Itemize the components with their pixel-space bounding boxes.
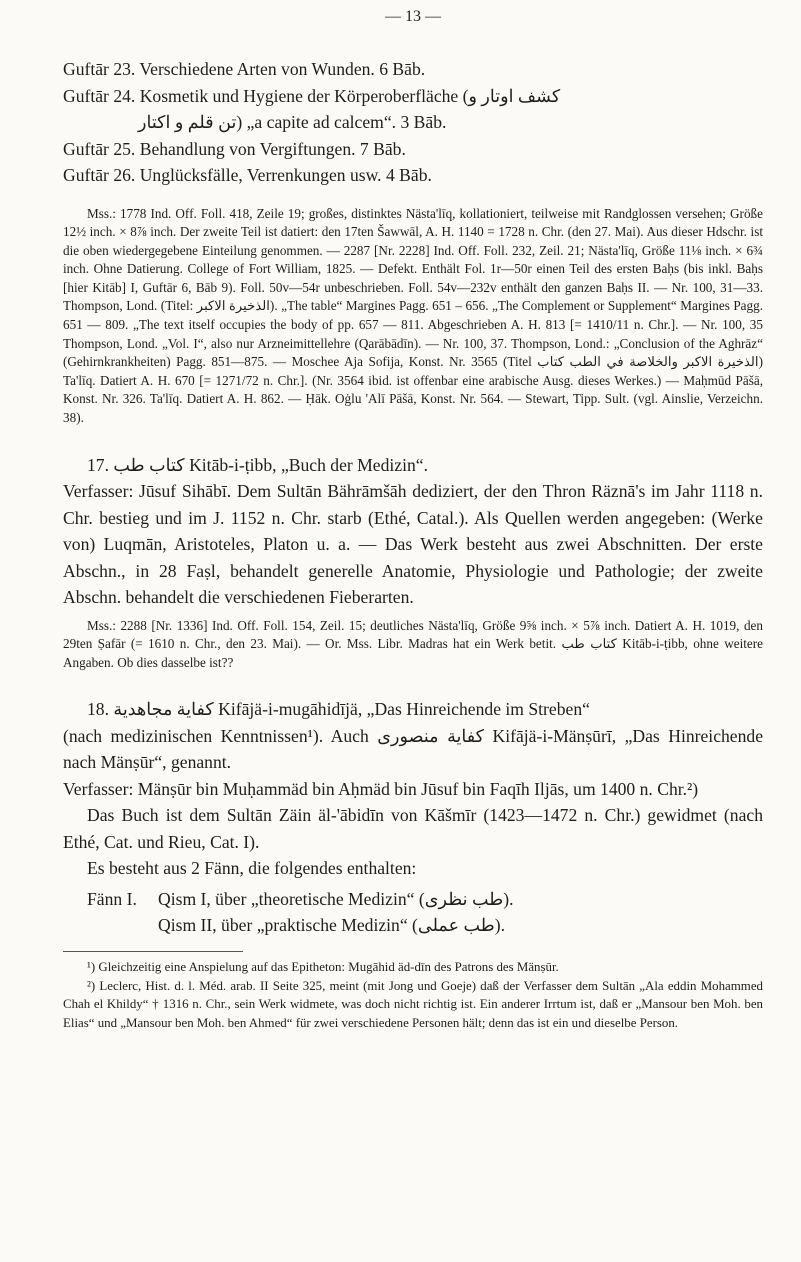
guftar-25: Guftār 25. Behandlung von Vergiftungen. 7 Bāb. — [63, 138, 406, 159]
fann-1-qism-1: Qism I, über „theoretische Medizin“ (طب نظرى). — [158, 888, 514, 909]
footnote-2: ²) Leclerc, Hist. d. l. Méd. arab. II Seite 325, meint (mit Jong und Goeje) daß der Verfasser dem Sultān „Ala eddin Mohammed Chah el Khildy“ † 1316 n. Chr., sein Werk widmete, was doch nicht richtig ist. Ein anderer Irrtum ist, daß er „Mansour ben Moh. ben Elias“ und „Mansour ben Moh. ben Ahmed“ für zwei verschiedene Personen hält; denn das ist ein und dieselbe Person. — [63, 978, 763, 1030]
guftar-24-cont: تن قلم و اکتار) „a capite ad calcem“. 3 Bāb. — [138, 112, 447, 132]
entry-17-heading: 17. كتاب طب Kitāb-i-ṭibb, „Buch der Medizin“. — [87, 454, 428, 475]
guftar-26: Guftār 26. Unglücksfälle, Verrenkungen usw. 4 Bāb. — [63, 165, 432, 185]
guftar-24: Guftār 24. Kosmetik und Hygiene der Körperoberfläche (کشف اوتار و — [63, 85, 561, 106]
entry-18-structure: Es besteht aus 2 Fänn, die folgendes enthalten: — [87, 858, 417, 879]
entry-18-author: Verfasser: Mänṣūr bin Muḥammäd bin Aḥmäd bin Jūsuf bin Faqīh Iljās, um 1400 n. Chr.²) — [63, 778, 699, 799]
page-number: — 13 — — [385, 8, 441, 25]
fann-1-qism-2: Qism II, über „praktische Medizin“ (طب عملى). — [158, 915, 506, 936]
entry-18-heading: 18. كفاية مجاهدية Kifājä-i-mugāhidījä, „Das Hinreichende im Streben“ — [87, 699, 590, 720]
document-page — [63, 8, 763, 1032]
guftar-23: Guftār 23. Verschiedene Arten von Wunden. 6 Bāb. — [63, 59, 426, 79]
fann-1-label: Fänn I. — [87, 888, 137, 909]
entry-17-body: Verfasser: Jūsuf Sihābī. Dem Sultān Bährāmšāh dediziert, der den Thron Räznā's im Jahr 1118 n. Chr. bestieg und im J. 1152 n. Chr. starb (Ethé, Catal.). Als Quellen werden angegeben: (Werke von) Luqmān, Aristoteles, Platon u. a. — Das Werk besteht aus zwei Abschnitten. Der erste Abschn., in 28 Faṣl, behandelt generelle Anatomie, Physiologie und Pathologie; der zweite Abschn. behandelt die verschiedenen Fieberarten. — [63, 481, 763, 608]
footnote-divider — [63, 951, 243, 952]
fann-1-qism-2-row — [63, 912, 763, 939]
entry-18-body-1: (nach medizinischen Kenntnissen¹). Auch كفاية منصورى Kifājä-i-Mänṣūrī, „Das Hinreichende nach Mänṣūr“, genannt. — [63, 725, 764, 773]
manuscripts-block: Mss.: 1778 Ind. Off. Foll. 418, Zeile 19; großes, distinktes Nästa'līq, kollationiert, teilweise mit Randglossen versehen; Größe 12½ inch. × 8⅞ inch. Der zweite Teil ist datiert: den 17ten Šawwāl, A. H. 1140 = 1728 n. Chr. (den 27. Mai). Aus dieser Hdschr. ist die oben wiedergegebene Einteilung genommen. — 2287 [Nr. 2228] Ind. Off. Foll. 232, Zeil. 21; Nästa'līq, Größe 11⅛ inch. × 6¾ inch. Ohne Datierung. College of Fort William, 1825. — Defekt. Enthält Fol. 1r—50r einen Teil des ersten Baḥs (bis inkl. Baḥs [hier Kitāb] I, Guftār 6, Bāb 9). Foll. 50v—54r unbeschrieben. Foll. 54v—232v enthält den ganzen Baḥs II. — Nr. 100, 31—33. Thompson, Lond. (Titel: الذخيرة الاكبر). „The table“ Margines Pagg. 651 – 656. „The Complement or Supplement“ Margines Pagg. 651 — 809. „The text itself occupies the body of pp. 657 — 811. Abgeschrieben A. H. 813 [= 1410/11 n. Chr.]. — Nr. 100, 35 Thompson, Lond. „Vol. I“, also nur Arzneimittellehre (Qarābādīn). — Nr. 100, 37. Thompson, Lond.: „Conclusion of the Aghrāz“ (Gehirnkrankheiten) Pagg. 851—875. — Moschee Aja Sofija, Konst. Nr. 3565 (Titel الذخيرة الاكبر والخلاصة في الطب كتاب) Ta'līq. Datiert A. H. 670 [= 1271/72 n. Chr.]. (Nr. 3564 ibid. ist offenbar eine arabische Ausg. dieses Werkes.) — Maḥmūd Pāšā, Konst. Nr. 326. Ta'līq. Datiert A. H. 862. — Ḥāk. Oġlu 'Alī Pāšā, Konst. Nr. 564. — Stewart, Tipp. Sult. (vgl. Ainslie, Verzeichn. 38). — [63, 205, 763, 426]
footnote-1: ¹) Gleichzeitig eine Anspielung auf das Epitheton: Mugāhid äd-dīn des Patrons des Mänṣūr. — [87, 959, 559, 974]
fann-1 — [63, 886, 763, 913]
entry-17-manuscripts: Mss.: 2288 [Nr. 1336] Ind. Off. Foll. 154, Zeil. 15; deutliches Nästa'līq, Größe 9⅝ inch. × 5⅞ inch. Datiert A. H. 1019, den 29ten Ṣafār (= 1610 n. Chr., den 23. Mai). — Or. Mss. Libr. Madras hat ein Werk betit. كتاب طب Kitāb-i-ṭibb, ohne weitere Angaben. Ob dies dasselbe ist?? — [63, 617, 763, 670]
entry-18-dedication: Das Buch ist dem Sultān Zäin äl-'ābidīn von Kāšmīr (1423—1472 n. Chr.) gewidmet (nach Ethé, Cat. und Rieu, Cat. I). — [63, 805, 763, 852]
